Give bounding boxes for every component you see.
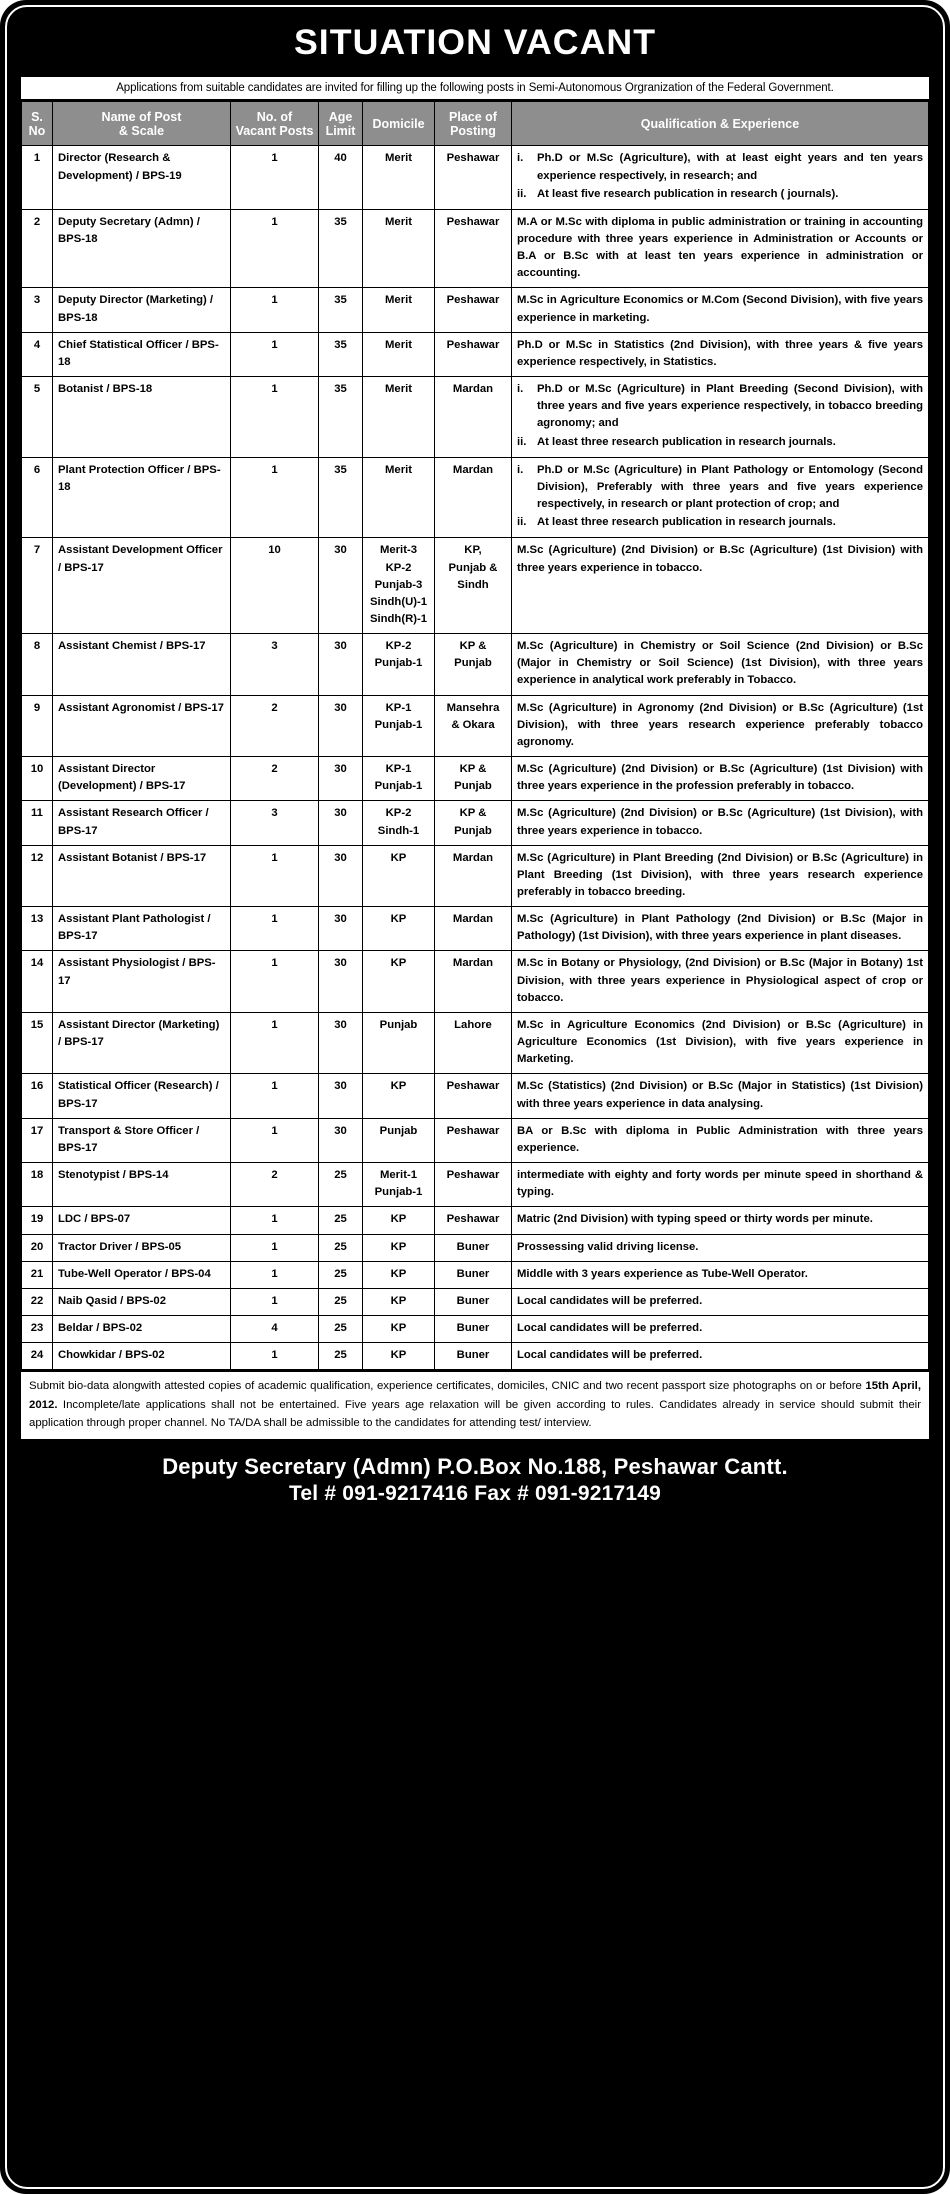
domicile-line: Merit: [385, 463, 412, 476]
cell-qualification: BA or B.Sc with diploma in Public Administration with three years experience.: [512, 1118, 929, 1162]
cell-serial-number: 6: [22, 457, 53, 538]
domicile-line: KP: [390, 851, 407, 864]
cell-age-limit: 35: [319, 377, 363, 458]
place-line: Lahore: [454, 1018, 492, 1031]
place-line: Buner: [456, 1267, 490, 1280]
table-row: [22, 538, 929, 634]
qualification-item-marker: ii.: [517, 435, 527, 448]
cell-place-of-posting: [435, 907, 512, 951]
cell-domicile: [363, 1315, 435, 1342]
cell-qualification: Prossessing valid driving license.: [512, 1234, 929, 1261]
place-line: Buner: [456, 1321, 490, 1334]
cell-age-limit: 35: [319, 288, 363, 332]
cell-age-limit: 25: [319, 1163, 363, 1207]
notice-sheet: [19, 75, 931, 1441]
cell-domicile: [363, 1163, 435, 1207]
place-line: Peshawar: [446, 1213, 500, 1226]
place-line: Punjab: [454, 780, 492, 793]
qualification-item-marker: ii.: [517, 187, 527, 200]
table-row: [22, 1288, 929, 1315]
cell-serial-number: 24: [22, 1343, 53, 1370]
cell-post-name: Tractor Driver / BPS-05: [53, 1234, 231, 1261]
cell-age-limit: 25: [319, 1343, 363, 1370]
domicile-line: Sindh(R)-1: [369, 612, 428, 625]
cell-age-limit: 25: [319, 1288, 363, 1315]
cell-qualification: M.A or M.Sc with diploma in public administration or training in accounting procedure with three years experience in Administration or Accounts or B.A or B.Sc with at least ten years experience in administration or accounting.: [512, 209, 929, 288]
cell-domicile: [363, 1012, 435, 1073]
cell-vacant-posts: 1: [231, 1234, 319, 1261]
cell-post-name: Statistical Officer (Research) / BPS-17: [53, 1074, 231, 1118]
cell-qualification: Ph.D or M.Sc in Statistics (2nd Division), with three years & five years experience respectively, in Statistics.: [512, 332, 929, 376]
cell-qualification: M.Sc in Agriculture Economics or M.Com (Second Division), with five years experience in marketing.: [512, 288, 929, 332]
cell-post-name: Assistant Agronomist / BPS-17: [53, 695, 231, 756]
place-line: Peshawar: [446, 1169, 500, 1182]
cell-age-limit: 25: [319, 1261, 363, 1288]
cell-vacant-posts: 2: [231, 1163, 319, 1207]
domicile-line: KP: [390, 1321, 407, 1334]
cell-place-of-posting: [435, 146, 512, 209]
place-line: KP &: [459, 763, 487, 776]
cell-serial-number: 7: [22, 538, 53, 634]
cell-domicile: [363, 757, 435, 801]
cell-place-of-posting: [435, 1163, 512, 1207]
cell-place-of-posting: [435, 538, 512, 634]
table-row: [22, 1234, 929, 1261]
cell-post-name: Transport & Store Officer / BPS-17: [53, 1118, 231, 1162]
qualification-list-item: i. Ph.D or M.Sc (Agriculture) in Plant Breeding (Second Division), with three years and five years experience respectively, in tobacco breeding agronomy; and: [517, 383, 923, 430]
place-line: Buner: [456, 1349, 490, 1362]
table-row: [22, 801, 929, 845]
domicile-line: Punjab-1: [374, 1186, 423, 1199]
cell-post-name: Director (Research & Development) / BPS-19: [53, 146, 231, 209]
table-row: [22, 845, 929, 906]
place-line: Mardan: [452, 463, 494, 476]
cell-vacant-posts: 1: [231, 1012, 319, 1073]
cell-qualification: M.Sc in Botany or Physiology, (2nd Division) or B.Sc (Major in Botany) 1st Division, with three years experience in Physiological aspect of crop or tobacco.: [512, 951, 929, 1012]
cell-age-limit: 30: [319, 757, 363, 801]
table-header-row: [22, 102, 929, 146]
place-line: KP &: [459, 640, 487, 653]
cell-post-name: Assistant Development Officer / BPS-17: [53, 538, 231, 634]
cell-vacant-posts: 10: [231, 538, 319, 634]
qualification-item-marker: ii.: [517, 516, 527, 529]
contact-block: [17, 1441, 933, 1524]
cell-qualification: [512, 377, 929, 458]
cell-domicile: [363, 457, 435, 538]
table-row: [22, 377, 929, 458]
qualification-item-marker: i.: [517, 463, 524, 476]
cell-post-name: Deputy Director (Marketing) / BPS-18: [53, 288, 231, 332]
cell-post-name: Plant Protection Officer / BPS-18: [53, 457, 231, 538]
cell-qualification: M.Sc (Agriculture) in Plant Breeding (2nd Division) or B.Sc (Agriculture) in Plant Breeding (1st Division), with three years research experience preferably in tobacco breeding.: [512, 845, 929, 906]
cell-serial-number: 20: [22, 1234, 53, 1261]
cell-age-limit: 30: [319, 695, 363, 756]
cell-vacant-posts: 1: [231, 1288, 319, 1315]
domicile-line: Merit: [385, 383, 412, 396]
table-row: [22, 1163, 929, 1207]
cell-post-name: Assistant Director (Marketing) / BPS-17: [53, 1012, 231, 1073]
cell-vacant-posts: 1: [231, 1074, 319, 1118]
place-line: Mardan: [452, 383, 494, 396]
domicile-line: KP: [390, 913, 407, 926]
cell-domicile: [363, 907, 435, 951]
place-line: Sindh: [457, 578, 489, 591]
domicile-line: Merit: [385, 215, 412, 228]
cell-age-limit: 30: [319, 1074, 363, 1118]
table-row: [22, 1315, 929, 1342]
cell-vacant-posts: 3: [231, 801, 319, 845]
cell-vacant-posts: 1: [231, 1118, 319, 1162]
qualification-list: [517, 381, 923, 451]
cell-domicile: [363, 1074, 435, 1118]
table-row: [22, 332, 929, 376]
cell-domicile: [363, 1288, 435, 1315]
qualification-item-marker: i.: [517, 383, 524, 396]
cell-post-name: Chief Statistical Officer / BPS-18: [53, 332, 231, 376]
domicile-line: Punjab-3: [374, 578, 423, 591]
cell-place-of-posting: [435, 1261, 512, 1288]
cell-vacant-posts: 1: [231, 146, 319, 209]
cell-qualification: [512, 146, 929, 209]
cell-age-limit: 30: [319, 907, 363, 951]
cell-serial-number: 11: [22, 801, 53, 845]
cell-post-name: Assistant Botanist / BPS-17: [53, 845, 231, 906]
place-line: Peshawar: [446, 1080, 500, 1093]
domicile-line: KP: [390, 957, 407, 970]
place-line: Peshawar: [446, 215, 500, 228]
domicile-line: KP-2: [385, 640, 412, 653]
place-line: Peshawar: [446, 294, 500, 307]
place-line: Peshawar: [446, 338, 500, 351]
note-part-2: Incomplete/late applications shall not be entertained. Five years age relaxation will be given according to rules. Candidates already in service should submit their application through proper channel. No TA/DA shall be admissible to the candidates for attending test/ interview.: [29, 1398, 921, 1430]
domicile-line: KP: [390, 1213, 407, 1226]
cell-place-of-posting: [435, 1343, 512, 1370]
cell-post-name: Chowkidar / BPS-02: [53, 1343, 231, 1370]
application-deadline: 15th April, 2012.: [29, 1380, 921, 1411]
vacancy-table-body: [22, 146, 929, 1370]
cell-post-name: Naib Qasid / BPS-02: [53, 1288, 231, 1315]
cell-serial-number: 8: [22, 634, 53, 695]
qualification-list: [517, 150, 923, 202]
cell-serial-number: 19: [22, 1207, 53, 1234]
domicile-line: KP-2: [385, 561, 412, 574]
domicile-line: KP: [390, 1267, 407, 1280]
place-line: KP &: [459, 807, 487, 820]
cell-domicile: [363, 209, 435, 288]
table-row: [22, 1261, 929, 1288]
cell-place-of-posting: [435, 1315, 512, 1342]
cell-serial-number: 5: [22, 377, 53, 458]
cell-place-of-posting: [435, 1118, 512, 1162]
contact-phone-fax: Tel # 091-9217416 Fax # 091-9217149: [288, 1482, 662, 1506]
column-header-qualification: Qualification & Experience: [512, 102, 929, 146]
cell-domicile: [363, 288, 435, 332]
cell-qualification: M.Sc (Agriculture) in Chemistry or Soil Science (2nd Division) or B.Sc (Major in Chemistry or Soil Science) (1st Division), with three years experience in analytical work preferably in Tobacco.: [512, 634, 929, 695]
cell-serial-number: 2: [22, 209, 53, 288]
domicile-line: Punjab-1: [374, 718, 423, 731]
cell-domicile: [363, 332, 435, 376]
cell-domicile: [363, 1234, 435, 1261]
cell-place-of-posting: [435, 1288, 512, 1315]
place-line: Buner: [456, 1294, 490, 1307]
cell-serial-number: 3: [22, 288, 53, 332]
cell-serial-number: 22: [22, 1288, 53, 1315]
cell-domicile: [363, 1118, 435, 1162]
table-row: [22, 951, 929, 1012]
cell-qualification: Local candidates will be preferred.: [512, 1315, 929, 1342]
cell-age-limit: 35: [319, 209, 363, 288]
table-row: [22, 1118, 929, 1162]
column-header-domicile: Domicile: [363, 102, 435, 146]
place-line: KP,: [464, 544, 482, 557]
place-line: & Okara: [451, 718, 495, 731]
cell-place-of-posting: [435, 845, 512, 906]
domicile-line: Merit: [385, 338, 412, 351]
cell-serial-number: 15: [22, 1012, 53, 1073]
cell-qualification: Middle with 3 years experience as Tube-Well Operator.: [512, 1261, 929, 1288]
table-row: [22, 288, 929, 332]
cell-domicile: [363, 801, 435, 845]
cell-domicile: [363, 1207, 435, 1234]
cell-vacant-posts: 1: [231, 209, 319, 288]
cell-qualification: intermediate with eighty and forty words per minute speed in shorthand & typing.: [512, 1163, 929, 1207]
cell-place-of-posting: [435, 757, 512, 801]
cell-place-of-posting: [435, 1234, 512, 1261]
cell-domicile: [363, 146, 435, 209]
place-line: Mansehra: [446, 701, 500, 714]
cell-place-of-posting: [435, 634, 512, 695]
cell-vacant-posts: 1: [231, 377, 319, 458]
cell-place-of-posting: [435, 332, 512, 376]
cell-place-of-posting: [435, 457, 512, 538]
cell-vacant-posts: 2: [231, 695, 319, 756]
cell-place-of-posting: [435, 695, 512, 756]
cell-qualification: M.Sc (Agriculture) (2nd Division) or B.Sc (Agriculture) (1st Division), with three years experience in tobacco.: [512, 801, 929, 845]
cell-age-limit: 25: [319, 1315, 363, 1342]
page-title: SITUATION VACANT: [293, 23, 657, 62]
domicile-line: KP-1: [385, 701, 412, 714]
cell-place-of-posting: [435, 209, 512, 288]
cell-vacant-posts: 1: [231, 288, 319, 332]
place-line: Peshawar: [446, 1124, 500, 1137]
domicile-line: Merit-3: [379, 544, 418, 557]
cell-place-of-posting: [435, 801, 512, 845]
cell-vacant-posts: 1: [231, 332, 319, 376]
cell-qualification: M.Sc (Statistics) (2nd Division) or B.Sc (Major in Statistics) (1st Division) with three years experience in data analysing.: [512, 1074, 929, 1118]
cell-domicile: [363, 845, 435, 906]
cell-vacant-posts: 1: [231, 907, 319, 951]
cell-age-limit: 30: [319, 1012, 363, 1073]
place-line: Peshawar: [446, 152, 500, 165]
place-line: Punjab: [454, 824, 492, 837]
domicile-line: Sindh-1: [377, 824, 420, 837]
qualification-list-item: ii. At least three research publication in research journals.: [517, 434, 923, 451]
cell-serial-number: 1: [22, 146, 53, 209]
table-row: [22, 1207, 929, 1234]
cell-qualification: M.Sc (Agriculture) in Plant Pathology (2nd Division) or B.Sc (Major in Pathology) (1st Division), with three years experience in plant diseases.: [512, 907, 929, 951]
table-row: [22, 457, 929, 538]
domicile-line: Merit: [385, 294, 412, 307]
cell-post-name: Assistant Plant Pathologist / BPS-17: [53, 907, 231, 951]
domicile-line: Punjab: [379, 1124, 418, 1137]
domicile-line: Merit: [385, 152, 412, 165]
cell-vacant-posts: 1: [231, 951, 319, 1012]
cell-qualification: M.Sc (Agriculture) in Agronomy (2nd Division) or B.Sc (Agriculture) (1st Division), with three years research experience preferably tobacco agronomy.: [512, 695, 929, 756]
cell-age-limit: 35: [319, 332, 363, 376]
cell-vacant-posts: 1: [231, 845, 319, 906]
table-row: [22, 1343, 929, 1370]
note-part-1: Submit bio-data alongwith attested copies of academic qualification, experience certificates, domiciles, CNIC and two recent passport size photographs on or before: [29, 1380, 866, 1393]
domicile-line: KP: [390, 1294, 407, 1307]
cell-age-limit: 35: [319, 457, 363, 538]
qualification-list-item: i. Ph.D or M.Sc (Agriculture) in Plant Pathology or Entomology (Second Division), Preferably with three years and five years experience respectively, in research or plant protection of crop; and: [517, 463, 923, 511]
cell-qualification: M.Sc (Agriculture) (2nd Division) or B.Sc (Agriculture) (1st Division) with three years experience in the profession preferably in tobacco.: [512, 757, 929, 801]
cell-place-of-posting: [435, 1207, 512, 1234]
cell-age-limit: 25: [319, 1207, 363, 1234]
cell-place-of-posting: [435, 377, 512, 458]
domicile-line: KP-2: [385, 807, 412, 820]
cell-place-of-posting: [435, 951, 512, 1012]
cell-vacant-posts: 1: [231, 457, 319, 538]
cell-qualification: M.Sc (Agriculture) (2nd Division) or B.Sc (Agriculture) (1st Division) with three years experience in tobacco.: [512, 538, 929, 634]
cell-post-name: Assistant Chemist / BPS-17: [53, 634, 231, 695]
cell-place-of-posting: [435, 288, 512, 332]
cell-serial-number: 10: [22, 757, 53, 801]
table-row: [22, 907, 929, 951]
cell-age-limit: 40: [319, 146, 363, 209]
table-row: [22, 1012, 929, 1073]
place-line: Punjab: [454, 657, 492, 670]
application-instructions: [21, 1370, 929, 1438]
cell-serial-number: 21: [22, 1261, 53, 1288]
cell-serial-number: 23: [22, 1315, 53, 1342]
cell-qualification: [512, 457, 929, 538]
cell-post-name: Beldar / BPS-02: [53, 1315, 231, 1342]
cell-vacant-posts: 4: [231, 1315, 319, 1342]
cell-serial-number: 18: [22, 1163, 53, 1207]
domicile-line: KP: [390, 1080, 407, 1093]
cell-domicile: [363, 1261, 435, 1288]
cell-post-name: Assistant Research Officer / BPS-17: [53, 801, 231, 845]
cell-post-name: Assistant Physiologist / BPS-17: [53, 951, 231, 1012]
contact-address: Deputy Secretary (Admn) P.O.Box No.188, Peshawar Cantt.: [162, 1453, 788, 1479]
column-header-post-name: Name of Post & Scale: [53, 102, 231, 146]
cell-qualification: M.Sc in Agriculture Economics (2nd Division) or B.Sc (Agriculture) in Agriculture Economics (1st Division), with five years experience in Marketing.: [512, 1012, 929, 1073]
place-line: Mardan: [452, 913, 494, 926]
column-header-vacant-posts: No. of Vacant Posts: [231, 102, 319, 146]
vacancy-table: [21, 101, 929, 1370]
table-row: [22, 146, 929, 209]
cell-domicile: [363, 538, 435, 634]
cell-age-limit: 30: [319, 538, 363, 634]
cell-post-name: LDC / BPS-07: [53, 1207, 231, 1234]
place-line: Punjab &: [448, 561, 498, 574]
cell-age-limit: 25: [319, 1234, 363, 1261]
domicile-line: Punjab: [379, 1018, 418, 1031]
domicile-line: Punjab-1: [374, 780, 423, 793]
cell-domicile: [363, 377, 435, 458]
cell-post-name: Tube-Well Operator / BPS-04: [53, 1261, 231, 1288]
intro-text: Applications from suitable candidates are invited for filling up the following posts in Semi-Autonomous Orgranization of the Federal Government.: [21, 77, 929, 101]
cell-qualification: Local candidates will be preferred.: [512, 1343, 929, 1370]
domicile-line: Sindh(U)-1: [369, 595, 428, 608]
cell-post-name: Deputy Secretary (Admn) / BPS-18: [53, 209, 231, 288]
domicile-line: KP: [390, 1349, 407, 1362]
domicile-line: Punjab-1: [374, 657, 423, 670]
cell-serial-number: 12: [22, 845, 53, 906]
cell-domicile: [363, 951, 435, 1012]
cell-serial-number: 9: [22, 695, 53, 756]
cell-serial-number: 13: [22, 907, 53, 951]
cell-vacant-posts: 1: [231, 1261, 319, 1288]
cell-post-name: Assistant Director (Development) / BPS-17: [53, 757, 231, 801]
qualification-list: [517, 462, 923, 532]
cell-place-of-posting: [435, 1074, 512, 1118]
cell-place-of-posting: [435, 1012, 512, 1073]
domicile-line: Merit-1: [379, 1169, 418, 1182]
qualification-list-item: ii. At least three research publication in research journals.: [517, 514, 923, 531]
table-row: [22, 757, 929, 801]
cell-post-name: Botanist / BPS-18: [53, 377, 231, 458]
qualification-list-item: ii. At least five research publication in research ( journals).: [517, 186, 923, 203]
column-header-serial-number: S. No: [22, 102, 53, 146]
cell-vacant-posts: 2: [231, 757, 319, 801]
table-row: [22, 1074, 929, 1118]
cell-age-limit: 30: [319, 845, 363, 906]
cell-domicile: [363, 1343, 435, 1370]
cell-age-limit: 30: [319, 951, 363, 1012]
cell-age-limit: 30: [319, 634, 363, 695]
table-row: [22, 209, 929, 288]
cell-vacant-posts: 1: [231, 1343, 319, 1370]
cell-domicile: [363, 634, 435, 695]
table-row: [22, 695, 929, 756]
table-row: [22, 634, 929, 695]
domicile-line: KP-1: [385, 763, 412, 776]
qualification-list-item: i. Ph.D or M.Sc (Agriculture), with at least eight years and ten years experience respectively, in research; and: [517, 152, 923, 182]
cell-vacant-posts: 3: [231, 634, 319, 695]
place-line: Mardan: [452, 957, 494, 970]
cell-serial-number: 14: [22, 951, 53, 1012]
cell-age-limit: 30: [319, 801, 363, 845]
cell-domicile: [363, 695, 435, 756]
domicile-line: KP: [390, 1240, 407, 1253]
column-header-place-of-posting: Place of Posting: [435, 102, 512, 146]
cell-qualification: Local candidates will be preferred.: [512, 1288, 929, 1315]
cell-age-limit: 30: [319, 1118, 363, 1162]
cell-serial-number: 4: [22, 332, 53, 376]
cell-qualification: Matric (2nd Division) with typing speed or thirty words per minute.: [512, 1207, 929, 1234]
cell-serial-number: 16: [22, 1074, 53, 1118]
column-header-age-limit: Age Limit: [319, 102, 363, 146]
cell-serial-number: 17: [22, 1118, 53, 1162]
place-line: Mardan: [452, 851, 494, 864]
place-line: Buner: [456, 1240, 490, 1253]
cell-post-name: Stenotypist / BPS-14: [53, 1163, 231, 1207]
cell-vacant-posts: 1: [231, 1207, 319, 1234]
qualification-item-marker: i.: [517, 152, 524, 165]
